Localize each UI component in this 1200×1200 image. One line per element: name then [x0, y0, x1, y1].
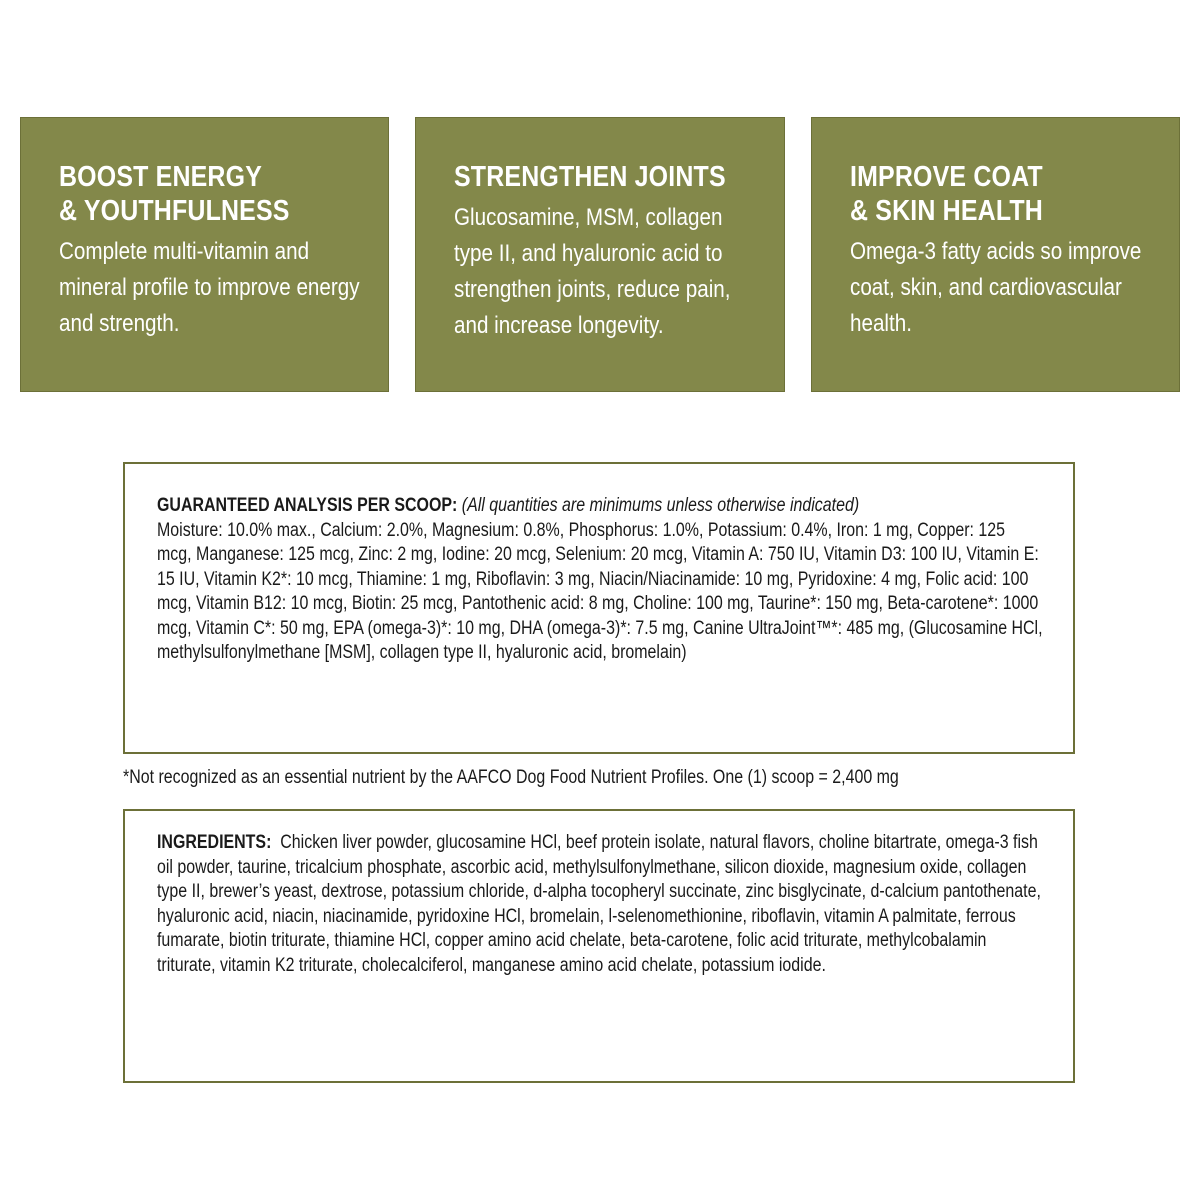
- benefit-body: Complete multi-vitamin and mineral profile to improve energy and strength.: [59, 238, 360, 337]
- ingredients-list: Chicken liver powder, glucosamine HCl, beef protein isolate, natural flavors, choline bitartrate, omega-3 fish oil powder, taurine, tricalcium phosphate, ascorbic acid, methylsulfonylmethane, silicon dioxide, magnesium oxide, collagen type II, brewer’s yeast, dextrose, potassium chloride, d-alpha tocopheryl succinate, zinc bisglycinate, d-calcium pantothenate, hyaluronic acid, niacin, niacinamide, pyridoxine HCl, bromelain, l-selenomethionine, riboflavin, vitamin A palmitate, ferrous fumarate, biotin triturate, thiamine HCl, copper amino acid chelate, beta-carotene, folic acid triturate, methylcobalamin triturate, vitamin K2 triturate, cholecalciferol, manganese amino acid chelate, potassium iodide.: [157, 832, 1041, 976]
- benefit-title: [850, 160, 1158, 228]
- guaranteed-analysis-note: (All quantities are minimums unless otherwise indicated): [461, 495, 860, 516]
- benefit-title-line1: IMPROVE COAT: [850, 161, 1043, 193]
- benefit-title: [59, 160, 367, 228]
- benefit-title-line2: & YOUTHFULNESS: [59, 195, 290, 227]
- ingredients-text: [157, 831, 1043, 978]
- ingredients-label: INGREDIENTS:: [157, 832, 272, 853]
- benefit-card-coat: [811, 117, 1180, 392]
- benefit-title: [454, 160, 763, 194]
- guaranteed-analysis-values: Moisture: 10.0% max., Calcium: 2.0%, Magnesium: 0.8%, Phosphorus: 1.0%, Potassium: 0.4%, Iron: 1 mg, Copper: 125 mcg, Manganese: 125 mcg, Zinc: 2 mg, Iodine: 20 mcg, Selenium: 20 mcg, Vitamin A: 750 IU, Vitamin D3: 100 IU, Vitamin E: 15 IU, Vitamin K2*: 10 mcg, Thiamine: 1 mg, Riboflavin: 3 mg, Niacin/Niacinamide: 10 mg, Pyridoxine: 4 mg, Folic acid: 100 mcg, Vitamin B12: 10 mcg, Biotin: 25 mcg, Pantothenic acid: 8 mg, Choline: 100 mg, Taurine*: 150 mg, Beta-carotene*: 1000 mcg, Vitamin C*: 50 mg, EPA (omega-3)*: 10 mg, DHA (omega-3)*: 7.5 mg, Canine UltraJoint™*: 485 mg, (Glucosamine HCl, methylsulfonylmethane [MSM], collagen type II, hyaluronic acid, bromelain): [157, 519, 1043, 663]
- benefit-body: Omega-3 fatty acids so improve coat, skin, and cardiovascular health.: [850, 238, 1142, 337]
- benefit-title-line1: BOOST ENERGY: [59, 161, 263, 193]
- guaranteed-analysis-label: GUARANTEED ANALYSIS PER SCOOP:: [157, 495, 458, 516]
- footnote: *Not recognized as an essential nutrient by the AAFCO Dog Food Nutrient Profiles. One (1) scoop = 2,400 mg: [123, 767, 899, 788]
- benefit-card-joints: [415, 117, 785, 392]
- ingredients-box: [123, 809, 1075, 1083]
- guaranteed-analysis-box: [123, 462, 1075, 754]
- benefit-body: Glucosamine, MSM, collagen type II, and hyaluronic acid to strengthen joints, reduce pain, and increase longevity.: [454, 204, 731, 339]
- benefit-card-energy: [20, 117, 389, 392]
- benefit-title-line2: & SKIN HEALTH: [850, 195, 1043, 227]
- benefit-title-line1: STRENGTHEN JOINTS: [454, 161, 726, 193]
- guaranteed-analysis-text: [157, 494, 1043, 666]
